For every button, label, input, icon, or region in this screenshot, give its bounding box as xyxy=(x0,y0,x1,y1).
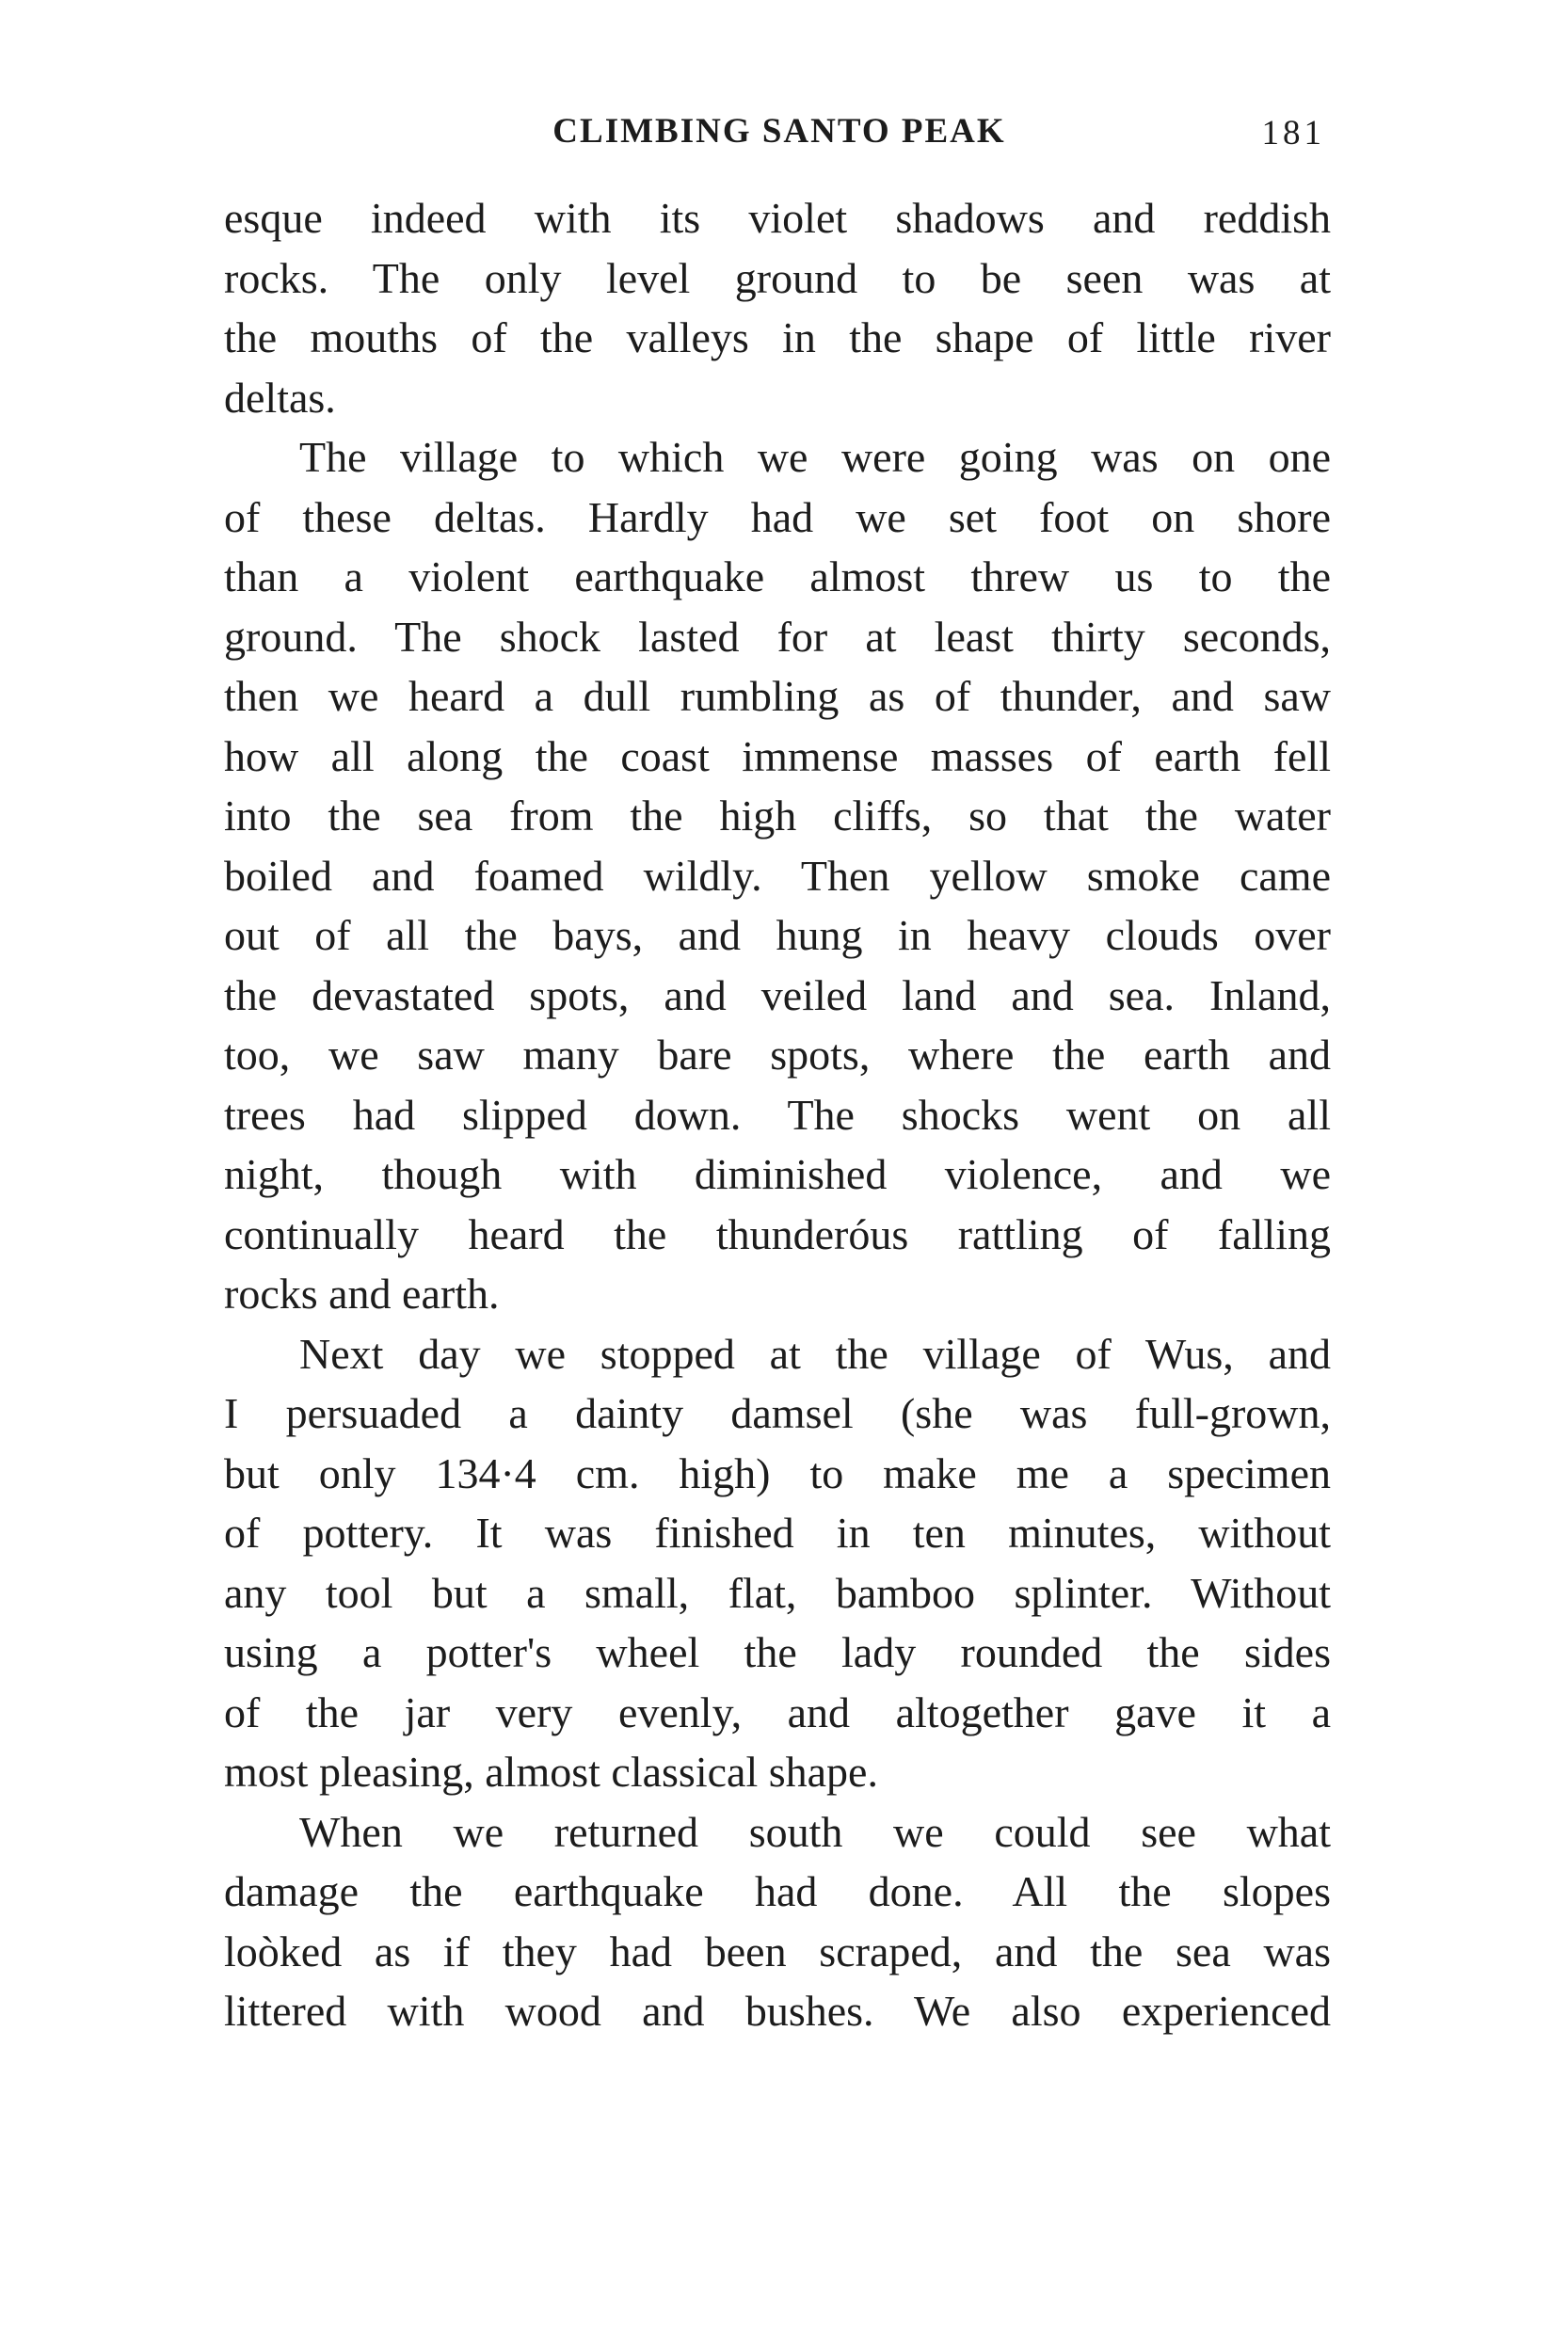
text-line: boiled and foamed wildly. Then yellow smoke came xyxy=(224,851,1331,900)
text-line: into the sea from the high cliffs, so that the water xyxy=(224,792,1331,840)
text-line: the mouths of the valleys in the shape of little river xyxy=(224,313,1331,361)
text-line: littered with wood and bushes. We also experienced xyxy=(224,1987,1331,2035)
text-line: The village to which we were going was on one xyxy=(299,433,1331,481)
text-line: but only 134·4 cm. high) to make me a specimen xyxy=(224,1448,1331,1497)
text-line: I persuaded a dainty damsel (she was full-grown, xyxy=(224,1389,1331,1437)
text-line: deltas. xyxy=(224,373,336,422)
text-line: loòked as if they had been scraped, and the sea was xyxy=(224,1927,1331,1975)
text-line: damage the earthquake had done. All the slopes xyxy=(224,1867,1331,1915)
text-line: of the jar very evenly, and altogether gave it a xyxy=(224,1687,1331,1736)
text-line: out of all the bays, and hung in heavy clouds over xyxy=(224,911,1331,959)
text-line: esque indeed with its violet shadows and reddish xyxy=(224,194,1331,242)
text-line: trees had slipped down. The shocks went on all xyxy=(224,1090,1331,1139)
paragraph xyxy=(224,1802,1331,2041)
text-line: continually heard the thunderóus rattling of falling xyxy=(224,1209,1331,1258)
text-line: When we returned south we could see what xyxy=(299,1807,1331,1856)
text-line: how all along the coast immense masses of earth fell xyxy=(224,731,1331,780)
running-head xyxy=(233,111,1325,168)
text-line: using a potter's wheel the lady rounded the sides xyxy=(224,1628,1331,1676)
paragraph xyxy=(224,427,1331,1324)
text-line: then we heard a dull rumbling as of thunder, and saw xyxy=(224,672,1331,720)
text-line: of pottery. It was finished in ten minutes, without xyxy=(224,1509,1331,1557)
text-line: rocks and earth. xyxy=(224,1270,500,1318)
text-line: than a violent earthquake almost threw us to the xyxy=(224,552,1331,600)
text-line: too, we saw many bare spots, where the earth and xyxy=(224,1031,1331,1079)
text-line: of these deltas. Hardly had we set foot on shore xyxy=(224,492,1331,541)
text-line: rocks. The only level ground to be seen was at xyxy=(224,253,1331,302)
text-line: any tool but a small, flat, bamboo splinter. Without xyxy=(224,1568,1331,1617)
running-title: CLIMBING SANTO PEAK xyxy=(552,112,1006,151)
text-line: night, though with diminished violence, and we xyxy=(224,1150,1331,1198)
body-text xyxy=(224,188,1331,2041)
text-line: the devastated spots, and veiled land and sea. Inland, xyxy=(224,970,1331,1019)
text-line: most pleasing, almost classical shape. xyxy=(224,1748,878,1796)
text-line: Next day we stopped at the village of Wus, and xyxy=(299,1329,1331,1378)
text-line: ground. The shock lasted for at least thirty seconds, xyxy=(224,612,1331,661)
paragraph xyxy=(224,188,1331,427)
page-number: 181 xyxy=(1261,114,1325,152)
paragraph xyxy=(224,1324,1331,1802)
